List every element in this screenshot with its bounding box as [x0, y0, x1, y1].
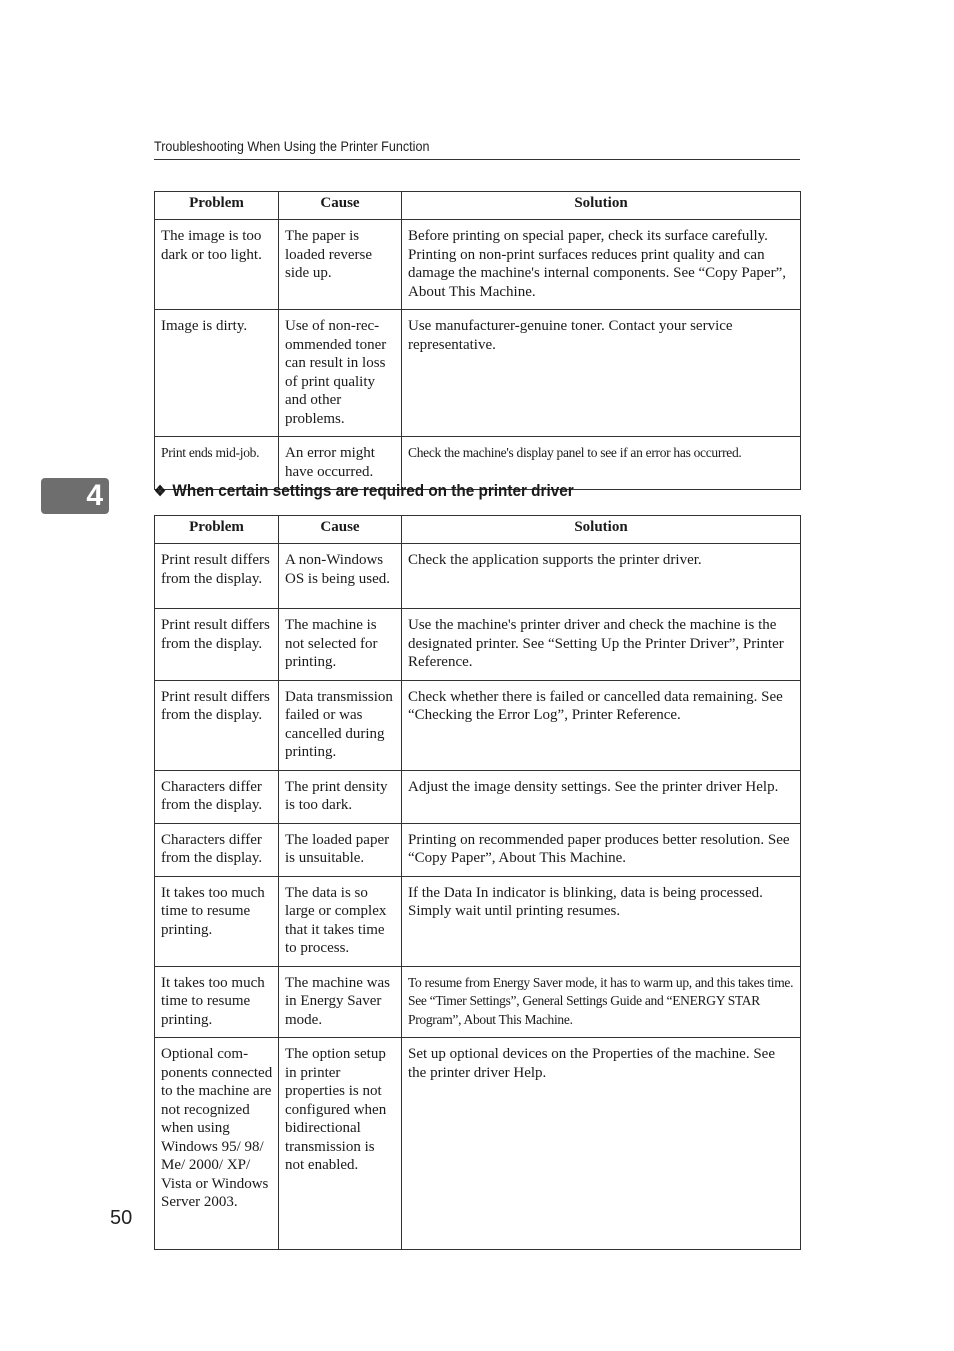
- table-row: [155, 876, 801, 966]
- table-row: [155, 966, 801, 1038]
- problem-cell: It takes too much time to resume printing.: [155, 876, 279, 966]
- troubleshooting-table-1: [154, 191, 801, 490]
- running-header-title: Troubleshooting When Using the Printer Function: [154, 138, 430, 154]
- problem-cell: Print result differs from the display.: [155, 609, 279, 681]
- problem-cell: Optional components connected to the machine are not recognized when using Windows 95/ 98/ Me/ 2000/ XP/ Vista or Windows Server 2003.: [155, 1038, 279, 1250]
- chapter-number: 4: [86, 479, 103, 512]
- column-header-problem: Problem: [155, 516, 279, 544]
- table-row: [155, 609, 801, 681]
- column-header-cause: Cause: [279, 192, 402, 220]
- solution-cell: Check the machine's display panel to see if an error has occurred.: [402, 437, 801, 490]
- solution-cell: Check the application supports the printer driver.: [402, 544, 801, 609]
- cause-cell: The paper is loaded reverse side up.: [279, 220, 402, 310]
- problem-cell: Print result differs from the display.: [155, 680, 279, 770]
- solution-cell: Before printing on special paper, check its surface carefully. Printing on non-print surfaces reduces print quality and can damage the machine's internal components. See “Copy Paper”, About This Machine.: [402, 220, 801, 310]
- chapter-tab: [41, 478, 109, 514]
- solution-cell: Check whether there is failed or cancelled data remaining. See “Checking the Error Log”, Printer Reference.: [402, 680, 801, 770]
- problem-cell: Print result differs from the display.: [155, 544, 279, 609]
- table-row: [155, 770, 801, 823]
- cause-cell: A non-Windows OS is being used.: [279, 544, 402, 609]
- solution-cell: Printing on recommended paper produces better resolution. See “Copy Paper”, About This Machine.: [402, 823, 801, 876]
- section-heading-text: When certain settings are required on the printer driver: [172, 481, 574, 500]
- solution-cell: Use manufacturer-genuine toner. Contact your service representative.: [402, 310, 801, 437]
- cause-cell: The print density is too dark.: [279, 770, 402, 823]
- header-rule: [154, 159, 800, 160]
- solution-cell: Use the machine's printer driver and check the machine is the designated printer. See “Setting Up the Printer Driver”, Printer Reference.: [402, 609, 801, 681]
- table-row: [155, 680, 801, 770]
- troubleshooting-table-2: [154, 515, 801, 1250]
- problem-cell: Print ends mid-job.: [155, 437, 279, 490]
- solution-cell: If the Data In indicator is blinking, data is being processed. Simply wait until printing resumes.: [402, 876, 801, 966]
- cause-cell: The loaded paper is unsuitable.: [279, 823, 402, 876]
- solution-cell: Set up optional devices on the Properties of the machine. See the printer driver Help.: [402, 1038, 801, 1250]
- cause-cell: Use of non-recommended toner can result in loss of print quality and other problems.: [279, 310, 402, 437]
- cause-cell: The machine was in Energy Saver mode.: [279, 966, 402, 1038]
- problem-cell: Image is dirty.: [155, 310, 279, 437]
- cause-cell: The option setup in printer properties is not configured when bidirectional transmission is not enabled.: [279, 1038, 402, 1250]
- column-header-cause: Cause: [279, 516, 402, 544]
- table-row: [155, 220, 801, 310]
- page-number: 50: [110, 1207, 133, 1229]
- cause-cell: An error might have occurred.: [279, 437, 402, 490]
- column-header-problem: Problem: [155, 192, 279, 220]
- table-row: [155, 823, 801, 876]
- problem-cell: Characters differ from the display.: [155, 770, 279, 823]
- section-heading: [154, 481, 574, 501]
- problem-cell: It takes too much time to resume printing.: [155, 966, 279, 1038]
- column-header-solution: Solution: [402, 192, 801, 220]
- table-row: [155, 1038, 801, 1250]
- table-header-row: [155, 192, 801, 220]
- diamond-bullet-icon: ❖: [154, 483, 167, 500]
- problem-cell: Characters differ from the display.: [155, 823, 279, 876]
- table-row: [155, 310, 801, 437]
- cause-cell: The data is so large or complex that it takes time to process.: [279, 876, 402, 966]
- column-header-solution: Solution: [402, 516, 801, 544]
- cause-cell: The machine is not selected for printing.: [279, 609, 402, 681]
- solution-cell: To resume from Energy Saver mode, it has to warm up, and this takes time. See “Timer Settings”, General Settings Guide and “ENERGY STAR Program”, About This Machine.: [402, 966, 801, 1038]
- table-header-row: [155, 516, 801, 544]
- table-row: [155, 544, 801, 609]
- problem-cell: The image is too dark or too light.: [155, 220, 279, 310]
- solution-cell: Adjust the image density settings. See the printer driver Help.: [402, 770, 801, 823]
- cause-cell: Data transmission failed or was cancelled during printing.: [279, 680, 402, 770]
